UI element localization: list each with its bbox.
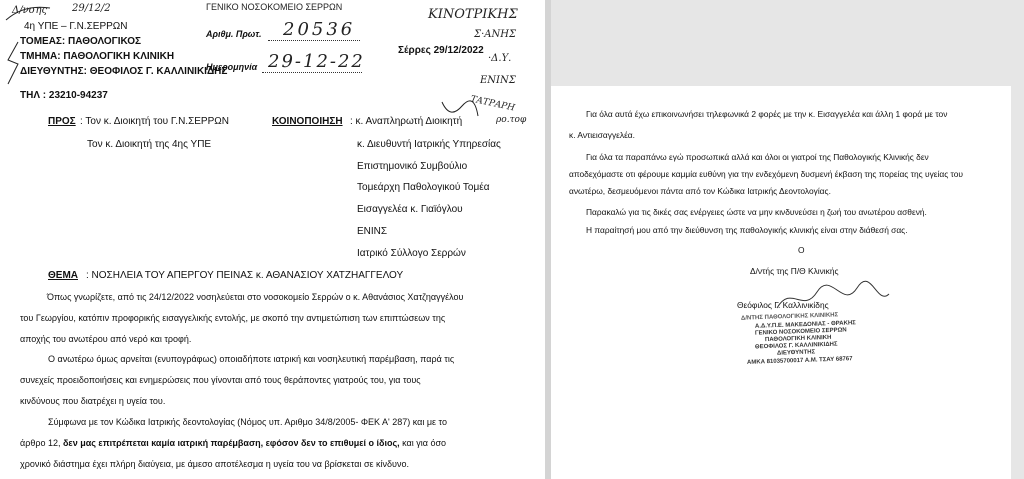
stamp-dotted-line xyxy=(268,40,360,41)
cc-recipient: Εισαγγελέα κ. Γιαϊόγλου xyxy=(357,204,463,215)
body-fragment: άρθρο 12, xyxy=(20,438,63,448)
cc-recipient: κ. Διευθυντή Ιατρικής Υπηρεσίας xyxy=(357,139,501,150)
body-bold-fragment: δεν μας επιτρέπεται καμία ιατρική παρέμβαση, εφόσον δεν το επιθυμεί ο ίδιος, xyxy=(62,438,400,448)
header-sector: ΤΟΜΕΑΣ: ΠΑΘΟΛΟΓΙΚΟΣ xyxy=(20,36,142,47)
body-line: Για όλα αυτά έχω επικοινωνήσει τηλεφωνικά 2 φορές με την κ. Εισαγγελέα και άλλη 1 φορά με τον xyxy=(586,109,948,119)
hand-note-line: ρο.τοφ xyxy=(496,115,527,125)
hand-note-directorate: Δ/νσης xyxy=(12,5,48,16)
cc-label: ΚΟΙΝΟΠΟΙΗΣΗ xyxy=(272,116,343,127)
body-line: Όπως γνωρίζετε, από τις 24/12/2022 νοσηλεύεται στο νοσοκομείο Σερρών ο κ. Αθανάσιος Χατζηαγγέλου xyxy=(47,292,464,302)
hand-note-line: Σ·ΑΝΗΣ xyxy=(474,29,517,40)
body-line: Για όλα τα παραπάνω εγώ προσωπικά αλλά και όλοι οι γιατροί της Παθολογικής Κλινικής δεν xyxy=(586,152,929,162)
hand-note-line: ΕΝΙΝΣ xyxy=(480,75,516,86)
header-director: ΔΙΕΥΘΥΝΤΗΣ: ΘΕΟΦΙΛΟΣ Γ. ΚΑΛΛΙΝΙΚΙΔΗΣ xyxy=(20,66,228,77)
margin-mark-icon xyxy=(4,40,22,86)
body-line: αποδεχόμαστε οτι φέρουμε καμμία ευθύνη για την ενδεχόμενη δυσμενή έκβαση της πορείας της υγείας του xyxy=(569,169,963,179)
body-line: χρονικό διάστημα έχει πλήρη διαύγεια, με άμεσο αποτέλεσμα η υγεία του να βρίσκεται σε κίνδυνο. xyxy=(20,459,409,469)
stamp-line: Δ/ΝΤΗΣ ΠΑΘΟΛΟΓΙΚΗΣ ΚΛΙΝΙΚΗΣ xyxy=(740,312,839,322)
body-line: Η παραίτησή μου από την διεύθυνση της παθολογικής κλινικής είναι στην διάθεσή σας. xyxy=(586,225,908,235)
stamp-protocol-label: Αριθμ. Πρωτ. xyxy=(206,29,262,39)
cc-recipient: ΕΝΙΝΣ xyxy=(357,226,388,237)
stamp-protocol-number: 20536 xyxy=(283,19,356,40)
hand-note-date: 29/12/2 xyxy=(72,3,111,14)
stamp-line: Α.Δ.Υ.Π.Ε. ΜΑΚΕΔΟΝΙΑΣ - ΘΡΑΚΗΣ xyxy=(754,320,856,330)
body-line: του Γεωργίου, κατόπιν προφορικής εισαγγελικής εντολής, με σκοπό την αντιμετώπιση των επιπτώσεων της xyxy=(20,313,446,323)
body-line: Σύμφωνα με τον Κώδικα Ιατρικής δεοντολογίας (Νόμος υπ. Αριθμο 34/8/2005- ΦΕΚ Α' 287) και με το xyxy=(48,417,447,427)
to-recipient: : Τον κ. Διοικητή του Γ.Ν.ΣΕΡΡΩΝ xyxy=(80,116,229,127)
body-line: κινδύνους που διατρέχει η υγεία του. xyxy=(20,396,166,406)
to-label: ΠΡΟΣ xyxy=(48,116,76,127)
cc-recipient: Επιστημονικό Συμβούλιο xyxy=(357,161,468,172)
body-line: Ο ανωτέρω όμως αρνείται (ενυπογράφως) οποιαδήποτε ιατρική και νοσηλευτική παρέμβαση, παρά τις xyxy=(48,354,455,364)
body-line: αποχής του ανωτέρου από νερό και τροφή. xyxy=(20,334,192,344)
stamp-date-value: 29-12-22 xyxy=(268,51,365,72)
hand-note-line: ΤΑΤΡΑΡΗ xyxy=(469,94,516,114)
stamp-hospital: ΓΕΝΙΚΟ ΝΟΣΟΚΟΜΕΙΟ ΣΕΡΡΩΝ xyxy=(206,2,343,12)
hand-note-line: ·Δ.Υ. xyxy=(488,53,512,64)
to-recipient: Τον κ. Διοικητή της 4ης ΥΠΕ xyxy=(87,139,212,150)
header-phone: ΤΗΛ : 23210-94237 xyxy=(20,90,108,101)
place-date: Σέρρες 29/12/2022 xyxy=(398,45,484,56)
body-line: κ. Αντιεισαγγελέα. xyxy=(569,130,635,140)
subject-text: : ΝΟΣΗΛΕΙΑ ΤΟΥ ΑΠΕΡΓΟΥ ΠΕΙΝΑΣ κ. ΑΘΑΝΑΣΙΟΥ ΧΑΤΖΗΑΓΓΕΛΟΥ xyxy=(86,270,404,281)
header-org: 4η ΥΠΕ – Γ.Ν.ΣΕΡΡΩΝ xyxy=(24,21,128,32)
stamp-line: ΘΕΟΦΙΛΟΣ Γ. ΚΑΛΛΙΝΙΚΙΔΗΣ xyxy=(754,341,838,351)
header-department: ΤΜΗΜΑ: ΠΑΘΟΛΟΓΙΚΗ ΚΛΙΝΙΚΗ xyxy=(20,51,175,62)
cc-recipient: Τομεάρχη Παθολογικού Τομέα xyxy=(357,182,490,193)
stamp-line: ΑΜΚΑ 81035700017 Α.Μ. ΤΣΑΥ 68767 xyxy=(746,356,853,366)
hand-note-line: ΚΙΝΟΤΡΙΚΗΣ xyxy=(428,7,518,22)
signer-name: Θεόφιλος Γ. Καλλινικίδης xyxy=(737,300,829,310)
stamp-dotted-line xyxy=(262,72,362,73)
body-line-emphasis xyxy=(20,439,446,448)
signature-icon xyxy=(773,280,893,316)
subject-label: ΘΕΜΑ xyxy=(48,270,78,281)
letter-page-2 xyxy=(551,86,1011,479)
stamp-line: ΔΙΕΥΘΥΝΤΗΣ xyxy=(776,349,816,357)
body-line: συνεχείς προειδοποιήσεις και ενημερώσεις που γίνονται από τους θεράποντες γιατρούς του, για τους xyxy=(20,375,421,385)
body-fragment: και για όσο xyxy=(399,438,447,448)
cc-recipient: Ιατρικό Σύλλογο Σερρών xyxy=(357,248,466,259)
closing-article: Ο xyxy=(798,245,805,255)
stamp-line: ΠΑΘΟΛΟΓΙΚΗ ΚΛΙΝΙΚΗ xyxy=(764,334,832,344)
body-line: Παρακαλώ για τις δικές σας ενέργειες ώστε να μην κινδυνεύσει η ζωή του ανωτέρου ασθενή. xyxy=(586,207,927,217)
stamp-date-label: Ημερομηνία xyxy=(206,62,258,72)
body-line: ανωτέρω, δεσμευόμενοι πάντα από τον Κώδικα Ιατρικής Δεοντολογίας. xyxy=(569,186,831,196)
stamp-line: ΓΕΝΙΚΟ ΝΟΣΟΚΟΜΕΙΟ ΣΕΡΡΩΝ xyxy=(754,327,847,337)
cc-recipient: : κ. Αναπληρωτή Διοικητή xyxy=(350,116,463,127)
signer-title: Δ/ντής της Π/Θ Κλινικής xyxy=(750,266,839,276)
